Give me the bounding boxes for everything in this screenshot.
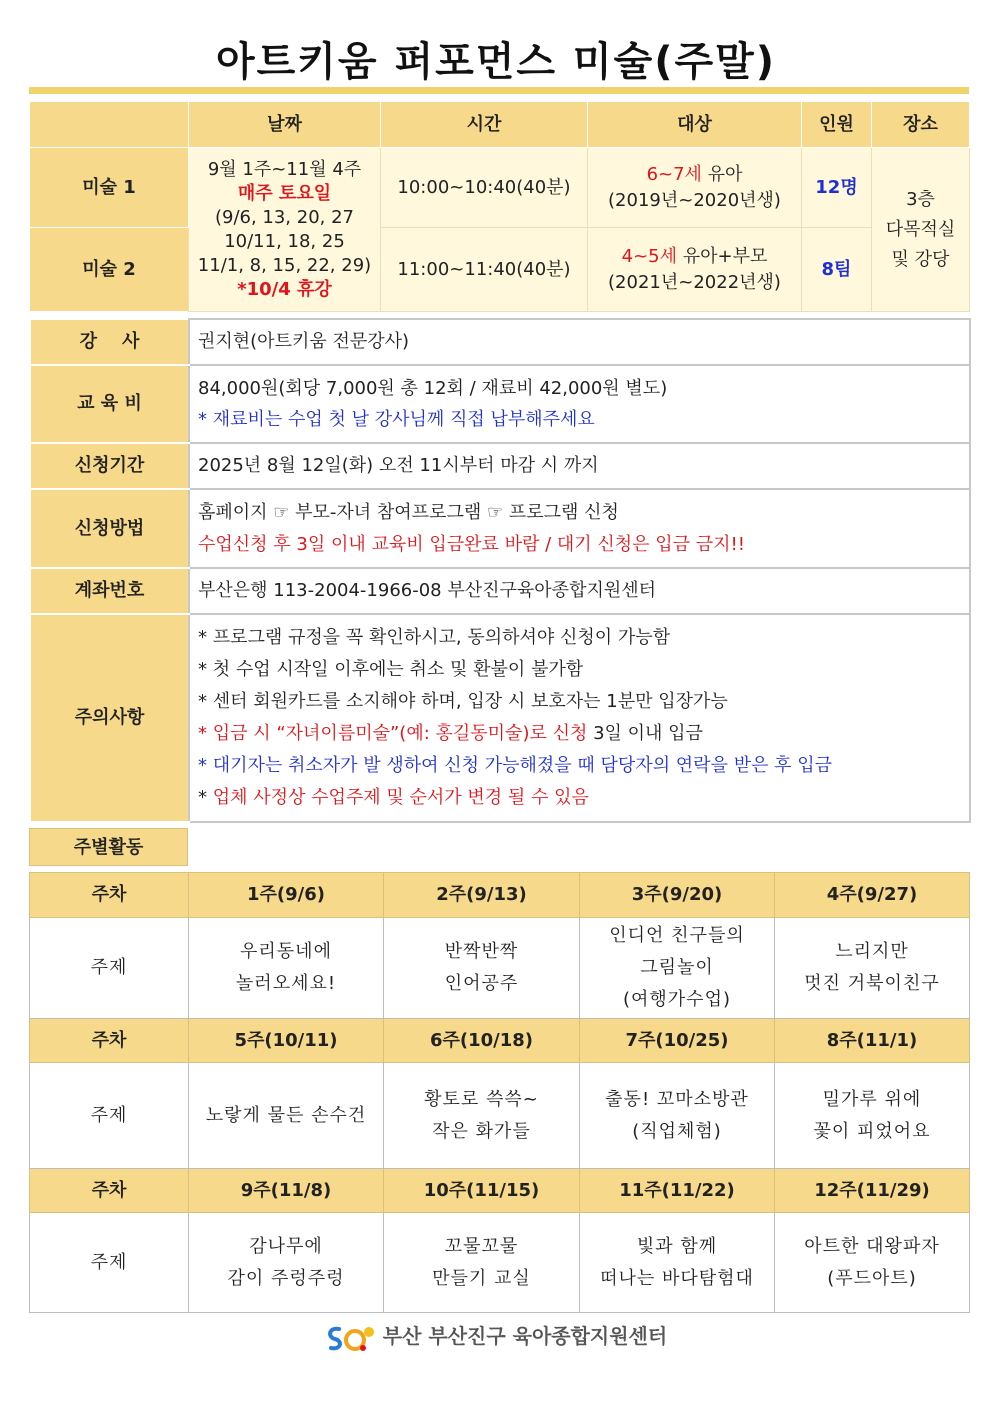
- topic-6-line-1: 황토로 쓱쓱~: [424, 1088, 539, 1110]
- fee-note: * 재료비는 수업 첫 날 강사님께 직접 납부해주세요: [198, 409, 595, 430]
- instructor-label: 강 사: [30, 319, 189, 365]
- class-2-age: 4~5세: [621, 246, 677, 268]
- fee-value: 84,000원(회당 7,000원 총 12회 / 재료비 42,000원 별도): [198, 378, 668, 399]
- class-1-age: 6~7세: [646, 164, 702, 186]
- topic-label: 주제: [30, 1063, 189, 1169]
- topic-8-line-2: 꽃이 피었어요: [813, 1120, 931, 1142]
- date-holiday: *10/4 휴강: [237, 278, 332, 300]
- fee-cell: [189, 365, 970, 443]
- topic-1-line-1: 우리동네에: [240, 941, 332, 962]
- topic-5-line-1: 노랗게 물든 손수건: [205, 1104, 367, 1126]
- note-deposit-black: 3일 이내 입금: [587, 723, 703, 744]
- topic-7-line-2: (직업체험): [632, 1120, 722, 1142]
- week-8: 8주(11/1): [775, 1019, 970, 1063]
- class-1-capacity: 12명: [802, 148, 872, 228]
- note-waitlist: * 대기자는 취소자가 발 생하여 신청 가능해졌을 때 담당자의 연락을 받은 후 입금: [198, 755, 833, 776]
- header-time: 시간: [381, 102, 588, 148]
- date-every-saturday: 매주 토요일: [237, 182, 332, 204]
- topic-11-line-1: 빛과 함께: [636, 1235, 718, 1257]
- topic-9: [189, 1213, 384, 1313]
- header-date: 날짜: [189, 102, 381, 148]
- class-2-name: 미술 2: [30, 228, 189, 312]
- week-label: 주차: [30, 1169, 189, 1213]
- header-capacity: 인원: [802, 102, 872, 148]
- account-value: 부산은행 113-2004-1966-08 부산진구육아종합지원센터: [189, 568, 970, 614]
- note-deposit-red: * 입금 시 “자녀이름미술”(예: 홍길동미술)로 신청: [198, 723, 588, 744]
- topic-11-line-2: 떠나는 바다탐험대: [600, 1267, 754, 1289]
- date-list-oct: 10/11, 18, 25: [224, 230, 345, 252]
- date-range: 9월 1주~11월 4주: [207, 158, 362, 180]
- topic-1-line-2: 놀러오세요!: [235, 973, 337, 994]
- topic-12-line-2: (푸드아트): [827, 1267, 917, 1289]
- topic-1: [189, 918, 384, 1019]
- date-list-nov: 11/1, 8, 15, 22, 29): [197, 254, 372, 276]
- week-1: 1주(9/6): [189, 873, 384, 918]
- method-value: 홈페이지 ☞ 부모-자녀 참여프로그램 ☞ 프로그램 신청: [198, 501, 619, 523]
- note-refund: * 첫 수업 시작일 이후에는 취소 및 환불이 불가함: [198, 659, 584, 680]
- week-3: 3주(9/20): [580, 873, 775, 918]
- info-table: [29, 318, 971, 823]
- week-label: 주차: [30, 1019, 189, 1063]
- notes-cell: [189, 614, 970, 822]
- topic-9-line-2: 감이 주렁주렁: [227, 1267, 345, 1289]
- topic-11: [580, 1213, 775, 1313]
- method-label: 신청방법: [30, 489, 189, 568]
- topic-4-line-1: 느리지만: [835, 941, 909, 962]
- date-list-sept: (9/6, 13, 20, 27: [214, 206, 355, 228]
- place-cell: [872, 148, 970, 312]
- topic-7: [580, 1063, 775, 1169]
- sc-logo-icon: [325, 1323, 377, 1353]
- footer-org: 부산 부산진구 육아종합지원센터: [382, 1324, 668, 1348]
- header-blank: [30, 102, 189, 148]
- fee-label: 교 육 비: [30, 365, 189, 443]
- note-change-star: *: [198, 787, 213, 808]
- class-2-capacity: 8팀: [802, 228, 872, 312]
- week-10: 10주(11/15): [384, 1169, 580, 1213]
- class-2-type: 유아+부모: [677, 246, 768, 268]
- period-label: 신청기간: [30, 443, 189, 489]
- topic-10-line-2: 만들기 교실: [432, 1267, 531, 1289]
- class-1-name: 미술 1: [30, 148, 189, 228]
- place-floor: 3층: [906, 188, 935, 210]
- class-2-years: (2021년~2022년생): [608, 271, 781, 293]
- page-title: 아트키움 퍼포먼스 미술(주말): [215, 39, 777, 85]
- header-target: 대상: [588, 102, 802, 148]
- topic-4-line-2: 멋진 거북이친구: [804, 973, 940, 994]
- topic-8-line-1: 밀가루 위에: [822, 1088, 922, 1110]
- class-1-time: 10:00~10:40(40분): [381, 148, 588, 228]
- topic-label: 주제: [30, 1213, 189, 1313]
- week-2: 2주(9/13): [384, 873, 580, 918]
- instructor-value: 권지현(아트키움 전문강사): [189, 319, 970, 365]
- week-7: 7주(10/25): [580, 1019, 775, 1063]
- topic-6: [384, 1063, 580, 1169]
- footer: [0, 1320, 992, 1353]
- class-2-time: 11:00~11:40(40분): [381, 228, 588, 312]
- topic-4: [775, 918, 970, 1019]
- topic-3-line-2: 그림놀이: [640, 957, 714, 978]
- topic-10: [384, 1213, 580, 1313]
- method-cell: [189, 489, 970, 568]
- week-11: 11주(11/22): [580, 1169, 775, 1213]
- week-label: 주차: [30, 873, 189, 918]
- class-1-type: 유아: [701, 164, 743, 186]
- place-hall: 및 강당: [891, 248, 950, 270]
- weekly-table: [29, 872, 970, 1313]
- week-12: 12주(11/29): [775, 1169, 970, 1213]
- title-underline: [29, 87, 969, 94]
- weekly-section-label: 주별활동: [29, 828, 188, 866]
- topic-5: [189, 1063, 384, 1169]
- topic-3-line-1: 인디언 친구들의: [609, 925, 745, 946]
- topic-3: [580, 918, 775, 1019]
- period-value: 2025년 8월 12일(화) 오전 11시부터 마감 시 까지: [189, 443, 970, 489]
- method-note: 수업신청 후 3일 이내 교육비 입금완료 바람 / 대기 신청은 입금 금지!!: [198, 533, 745, 555]
- header-place: 장소: [872, 102, 970, 148]
- topic-10-line-1: 꼬물꼬물: [444, 1235, 519, 1257]
- topic-8: [775, 1063, 970, 1169]
- class-2-target: [588, 228, 802, 312]
- topic-label: 주제: [30, 918, 189, 1019]
- account-label: 계좌번호: [30, 568, 189, 614]
- topic-12-line-1: 아트한 대왕파자: [804, 1235, 940, 1257]
- notes-label: 주의사항: [30, 614, 189, 822]
- topic-12: [775, 1213, 970, 1313]
- week-4: 4주(9/27): [775, 873, 970, 918]
- week-5: 5주(10/11): [189, 1019, 384, 1063]
- topic-2-line-1: 반짝반짝: [444, 941, 519, 962]
- note-change: [198, 782, 961, 814]
- week-9: 9주(11/8): [189, 1169, 384, 1213]
- note-member-card: * 센터 회원카드를 소지해야 하며, 입장 시 보호자는 1분만 입장가능: [198, 691, 728, 712]
- note-change-text: 업체 사정상 수업주제 및 순서가 변경 될 수 있음: [212, 787, 589, 808]
- topic-3-line-3: (여행가수업): [623, 989, 731, 1010]
- topic-7-line-1: 출동! 꼬마소방관: [605, 1088, 749, 1110]
- place-room: 다목적실: [885, 218, 956, 240]
- class-1-years: (2019년~2020년생): [608, 189, 781, 211]
- topic-2-line-2: 인어공주: [444, 973, 519, 994]
- topic-9-line-1: 감나무에: [249, 1235, 323, 1257]
- topic-6-line-2: 작은 화가들: [432, 1120, 531, 1142]
- class-1-target: [588, 148, 802, 228]
- topic-2: [384, 918, 580, 1019]
- week-6: 6주(10/18): [384, 1019, 580, 1063]
- note-rules: * 프로그램 규정을 꼭 확인하시고, 동의하셔야 신청이 가능함: [198, 627, 671, 648]
- date-cell: [189, 148, 381, 312]
- note-deposit: [198, 718, 961, 750]
- schedule-table: [29, 101, 970, 312]
